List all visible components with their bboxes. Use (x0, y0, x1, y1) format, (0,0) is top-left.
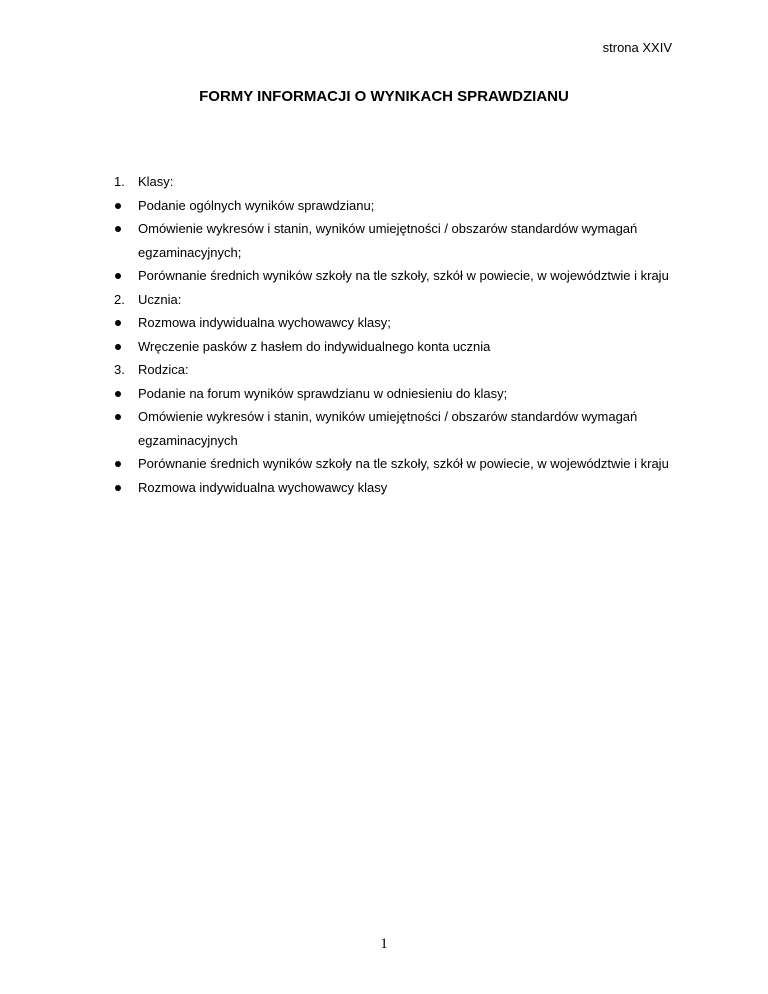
bullet-icon (115, 273, 121, 279)
bullet-item (114, 217, 694, 264)
bullet-text: Porównanie średnich wyników szkoły na tle szkoły, szkół w powiecie, w województwie i kraju (138, 456, 669, 471)
bullet-icon (115, 344, 121, 350)
bullet-text: Podanie ogólnych wyników sprawdzianu; (138, 197, 375, 213)
bullet-icon (115, 485, 121, 491)
bullet-text: Omówienie wykresów i stanin, wyników umiejętności / obszarów standardów wymagań egzaminacyjnych (138, 409, 638, 448)
section-heading: Klasy: (138, 174, 174, 189)
section-ucznia (114, 288, 694, 359)
bullet-text: Porównanie średnich wyników szkoły na tle szkoły, szkół w powiecie, w województwie i kraju (138, 268, 669, 283)
section-klasy (114, 170, 694, 288)
bullet-item (114, 194, 694, 218)
bullet-item (114, 452, 694, 476)
numbered-heading (114, 358, 694, 382)
bullet-item (114, 264, 694, 288)
bullet-icon (115, 226, 121, 232)
section-heading: Ucznia: (138, 291, 182, 307)
section-number: 1. (114, 174, 125, 189)
page-number: 1 (380, 936, 388, 952)
bullet-text: Rozmowa indywidualna wychowawcy klasy; (138, 315, 391, 330)
page-header-label: strona XXIV (602, 40, 672, 55)
bullet-icon (115, 320, 121, 326)
bullet-item (114, 476, 694, 500)
section-number: 3. (114, 362, 125, 377)
document-title: FORMY INFORMACJI O WYNIKACH SPRAWDZIANU (199, 88, 569, 105)
bullet-item (114, 335, 694, 359)
bullet-text: Omówienie wykresów i stanin, wyników umiejętności / obszarów standardów wymagań egzaminacyjnych; (138, 221, 638, 260)
numbered-heading (114, 288, 694, 312)
section-heading: Rodzica: (138, 362, 189, 377)
bullet-item (114, 382, 694, 406)
bullet-icon (115, 203, 121, 209)
document-body (114, 170, 694, 499)
bullet-icon (115, 391, 121, 397)
bullet-text: Podanie na forum wyników sprawdzianu w odniesieniu do klasy; (138, 385, 508, 401)
numbered-heading (114, 170, 694, 194)
bullet-item (114, 405, 694, 452)
bullet-icon (115, 461, 121, 467)
bullet-text: Rozmowa indywidualna wychowawcy klasy (138, 479, 388, 495)
bullet-icon (115, 414, 121, 420)
section-rodzica (114, 358, 694, 499)
bullet-text: Wręczenie pasków z hasłem do indywidualnego konta ucznia (138, 338, 491, 354)
section-number: 2. (114, 291, 125, 307)
bullet-item (114, 311, 694, 335)
